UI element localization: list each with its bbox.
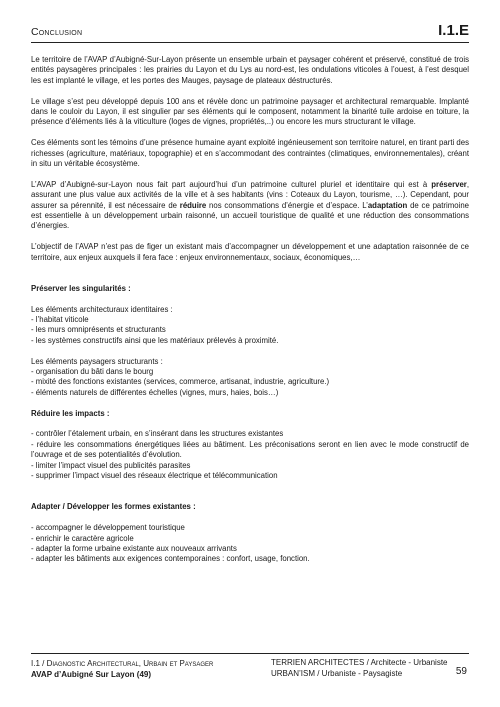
keyword-preserver: préserver: [431, 179, 467, 189]
adapt-list: [31, 523, 469, 565]
paragraph-5: L’objectif de l’AVAP n’est pas de figer un existant mais d’accompagner un développement et une adaptation raisonnée de ce territoire, aux enjeux auxquels il fera face : enjeux environnementaux, sociaux, économiques,…: [31, 242, 469, 262]
header-divider: [31, 42, 469, 43]
arch-intro: Les éléments architecturaux identitaires :: [31, 304, 173, 314]
section-title: Conclusion: [31, 26, 83, 38]
footer-chapter: I.1 / Diagnostic Architectural, Urbain et Paysager: [31, 659, 214, 668]
list-item: - adapter les bâtiments aux exigences contemporaines : confort, usage, fonction.: [31, 554, 310, 564]
list-item: - éléments naturels de différentes échelles (vignes, murs, haies, bois…): [31, 387, 279, 397]
list-item: - réduire les consommations énergétiques liées au bâtiment. Les préconisations seront en lien avec le mode constructif de l’ouvrage et de ses potentialités d’évolution.: [31, 439, 469, 460]
arch-list: [31, 315, 469, 346]
list-item: - les murs omniprésents et structurants: [31, 325, 166, 335]
paragraph-2: Le village s’est peu développé depuis 100 ans et révèle donc un patrimoine paysager et architectural remarquable. Implanté dans le couloir du Layon, il est singulier par ses éléments qui le composent, notamment la binarité tuile ardoise en toiture, la présence d’éléments liés à la viticulture (loges de vignes, propriétés,..) ou encore les murs structurant le village.: [31, 96, 469, 127]
paragraph-4: L’AVAP d’Aubigné-sur-Layon nous fait part aujourd’hui d’un patrimoine culturel pluriel et identitaire qui est à préserver, assurant une plus value aux activités de la ville et à ses habitants (vins : Coteaux du Layon, tourisme, …). Cependant, pour assurer sa pérennité, il est nécessaire de réduire nos consommations d’énergie et d’espace. L’adaptation de ce patrimoine est essentielle à un développement urbain raisonné, un accueil touristique de qualité et une réduction des consommations d’énergies.: [31, 179, 469, 231]
footer-divider: [31, 653, 469, 654]
reduce-list: [31, 429, 469, 481]
paragraph-3: Ces éléments sont les témoins d’une présence humaine ayant exploité ingénieusement son territoire naturel, en tirant parti des richesses (agriculture, matériaux, topographie) et en s’accommodant des contraintes (climatiques, environnementales), créant in situ un véritable écosystème.: [31, 138, 469, 169]
body-text: [31, 55, 469, 575]
section-code: I.1.E: [438, 22, 469, 39]
list-item: - les systèmes constructifs ainsi que les matériaux prélevés à proximité.: [31, 335, 279, 345]
keyword-adaptation: adaptation: [367, 200, 408, 210]
land-list: [31, 367, 469, 398]
list-item: - l’habitat viticole: [31, 315, 89, 325]
list-item: - adapter la forme urbaine existante aux nouveaux arrivants: [31, 543, 237, 553]
footer-author-1: TERRIEN ARCHITECTES / Architecte - Urbaniste: [271, 658, 448, 667]
heading-adapter: Adapter / Développer les formes existantes :: [31, 502, 196, 512]
page-number: 59: [455, 666, 467, 677]
footer-author-2: URBAN’ISM / Urbaniste - Paysagiste: [271, 669, 403, 678]
list-item: - enrichir le caractère agricole: [31, 533, 134, 543]
list-item: - limiter l’impact visuel des publicités parasites: [31, 460, 191, 470]
heading-reduire: Réduire les impacts :: [31, 408, 110, 418]
list-item: - organisation du bâti dans le bourg: [31, 367, 154, 377]
footer-document: AVAP d’Aubigné Sur Layon (49): [31, 670, 152, 679]
list-item: - contrôler l’étalement urbain, en s’insérant dans les structures existantes: [31, 429, 284, 439]
land-intro: Les éléments paysagers structurants :: [31, 356, 163, 366]
heading-preserver: Préserver les singularités :: [31, 283, 131, 293]
paragraph-1: Le territoire de l’AVAP d’Aubigné-Sur-Layon présente un ensemble urbain et paysager cohérent et préservé, constitué de trois entités paysagères principales : les prairies du Layon et du Lys au nord-est, les ondulations viticoles à l’ouest, à l’est desquel les est implanté le village, et les portes des Mauges, paysage de plateaux déstructurés.: [31, 55, 469, 85]
keyword-reduire: réduire: [179, 200, 207, 210]
list-item: - mixité des fonctions existantes (services, commerce, artisanat, industrie, agriculture.): [31, 377, 330, 387]
list-item: - supprimer l’impact visuel des réseaux électrique et télécommunication: [31, 471, 278, 481]
list-item: - accompagner le développement touristique: [31, 523, 185, 533]
